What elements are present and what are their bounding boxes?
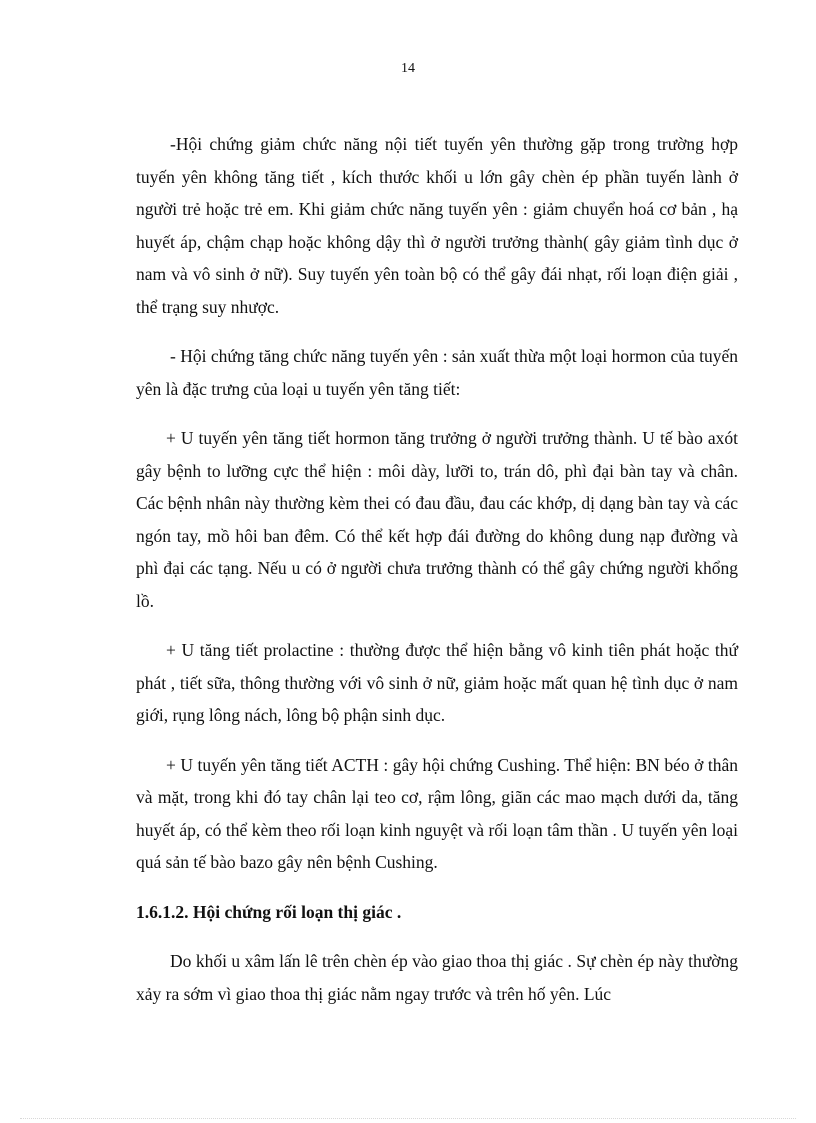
section-heading: 1.6.1.2. Hội chứng rối loạn thị giác . — [136, 901, 402, 922]
paragraph-growth-hormone-tumor: + U tuyến yên tăng tiết hormon tăng trưởng ở người trưởng thành. U tế bào axót gây bệnh to lưỡng cực thể hiện : môi dày, lưỡi to, trán dô, phì đại bàn tay và chân. Các bệnh nhân này thường kèm thei có đau đầu, đau các khớp, dị dạng bàn tay và các ngón tay, mồ hôi ban đêm. Có thể kết hợp đái đường do không dung nạp đường và phì đại các tạng. Nếu u có ở người chưa trưởng thành có thể gây chứng người khổng lồ. — [136, 428, 738, 611]
paragraph-hypopituitarism: -Hội chứng giảm chức năng nội tiết tuyến yên thường gặp trong trường hợp tuyến yên không tăng tiết , kích thước khối u lớn gây chèn ép phần tuyến lành ở người trẻ hoặc trẻ em. Khi giảm chức năng tuyến yên : giảm chuyển hoá cơ bản , hạ huyết áp, chậm chạp hoặc không dậy thì ở người trưởng thành( gây giảm tình dục ở nam và vô sinh ở nữ). Suy tuyến yên toàn bộ có thể gây đái nhạt, rối loạn điện giải , thể trạng suy nhược. — [136, 134, 738, 317]
paragraph-acth-tumor: + U tuyến yên tăng tiết ACTH : gây hội chứng Cushing. Thể hiện: BN béo ở thân và mặt, trong khi đó tay chân lại teo cơ, rậm lông, giãn các mao mạch dưới da, tăng huyết áp, có thể kèm theo rối loạn kinh nguyệt và rối loạn tâm thần . U tuyến yên loại quá sản tế bào bazo gây nên bệnh Cushing. — [136, 754, 738, 872]
document-body — [136, 128, 738, 1027]
paragraph-visual-disturbance: Do khối u xâm lấn lê trên chèn ép vào giao thoa thị giác . Sự chèn ép này thường xảy ra sớm vì giao thoa thị giác nằm ngay trước và trên hố yên. Lúc — [136, 951, 738, 1004]
paragraph-hyperpituitarism: - Hội chứng tăng chức năng tuyến yên : sản xuất thừa một loại hormon của tuyến yên là đặc trưng của loại u tuyến yên tăng tiết: — [136, 346, 738, 399]
page-bottom-divider — [20, 1118, 796, 1119]
paragraph-prolactin-tumor: + U tăng tiết prolactine : thường được thể hiện bằng vô kinh tiên phát hoặc thứ phát , tiết sữa, thông thường với vô sinh ở nữ, giảm hoặc mất quan hệ tình dục ở nam giới, rụng lông nách, lông bộ phận sinh dục. — [136, 640, 738, 725]
page-number: 14 — [401, 61, 415, 76]
